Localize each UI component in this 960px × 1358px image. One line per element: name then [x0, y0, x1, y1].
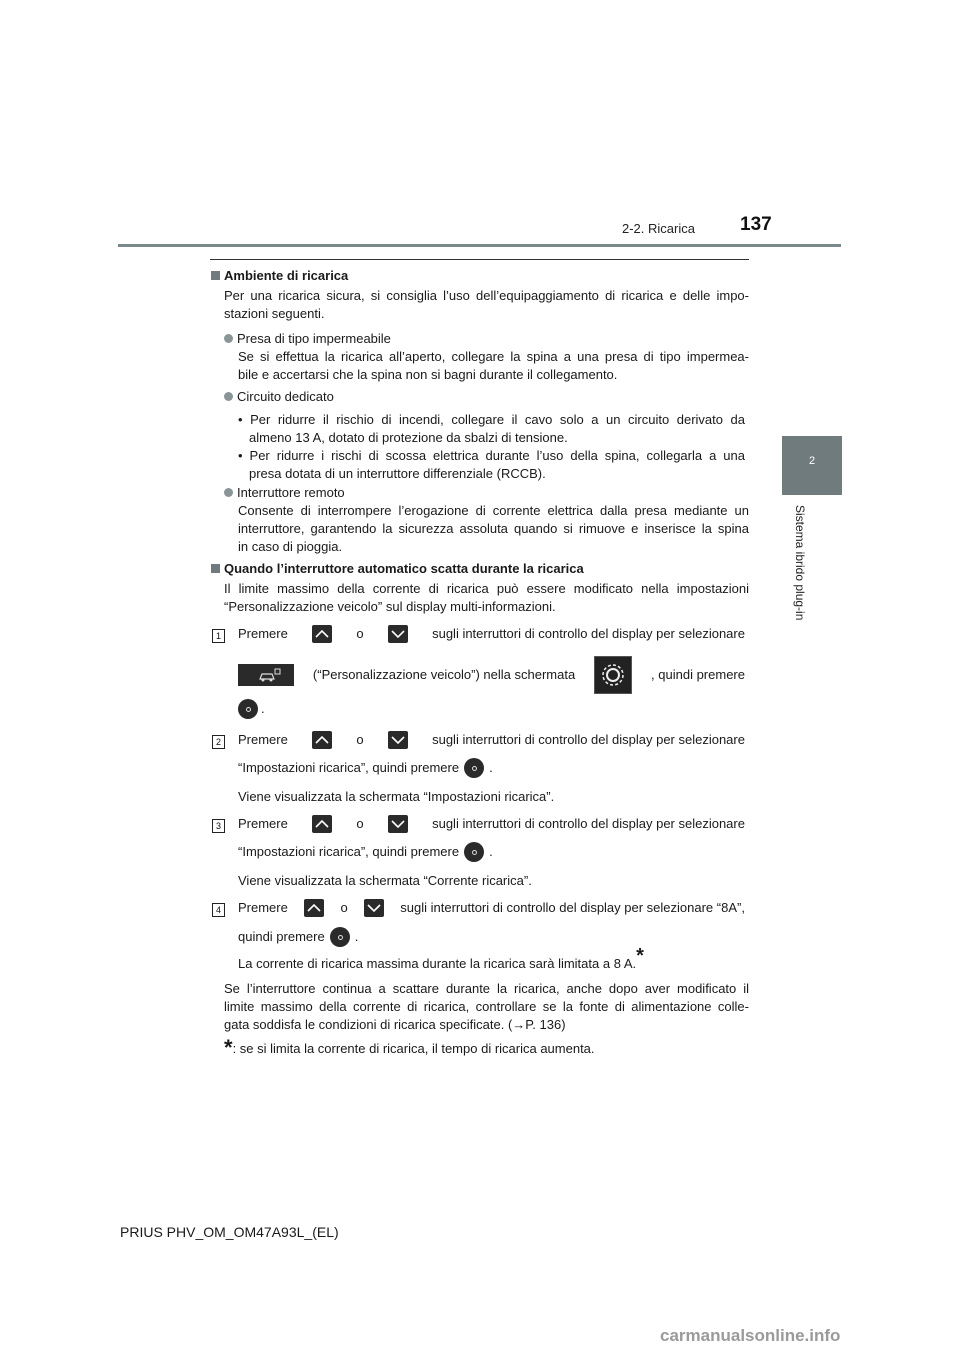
step-number-1: 1 — [212, 629, 225, 643]
ok-button-icon — [464, 842, 484, 862]
ok-button-icon — [464, 758, 484, 778]
step-4-result: La corrente di ricarica massima durante la ricarica sarà limitata a 8 A.* — [238, 945, 644, 971]
ambiente-intro-2: stazioni seguenti. — [224, 306, 325, 321]
remoto-line-1: Consente di interrompere l’erogazione di corrente elettrica dalla presa mediante un — [238, 503, 749, 518]
up-arrow-icon — [312, 625, 332, 643]
chapter-number: 2 — [808, 455, 816, 467]
down-arrow-icon — [388, 731, 408, 749]
ok-button-icon — [330, 927, 350, 947]
down-arrow-icon — [388, 625, 408, 643]
up-arrow-icon — [304, 899, 324, 917]
step-1-line-1: Premere o sugli interruttori di controllo del display per selezionare — [238, 626, 745, 641]
step-number-4: 4 — [212, 903, 225, 917]
interruttore-intro-2: “Personalizzazione veicolo” sul display multi-informazioni. — [224, 599, 556, 614]
bullet-interruttore-remoto: Interruttore remoto — [224, 484, 345, 502]
bullet-presa: Presa di tipo impermeabile — [224, 330, 391, 348]
presa-line-1: Se si effettua la ricarica all’aperto, collegare la spina a una presa di tipo impermea- — [238, 349, 749, 364]
round-bullet-icon — [224, 488, 233, 497]
bullet-circuito: Circuito dedicato — [224, 388, 334, 406]
settings-screen-icon — [594, 656, 632, 694]
step-4-line-2: quindi premere . — [238, 927, 358, 947]
step-2-line-2: “Impostazioni ricarica”, quindi premere . — [238, 758, 493, 778]
circuito-sub-2-line-2: presa dotata di un interruttore differenziale (RCCB). — [249, 466, 546, 481]
heading-interruttore: Quando l’interruttore automatico scatta durante la ricarica — [211, 560, 584, 578]
header-rule — [118, 244, 841, 247]
up-arrow-icon — [312, 731, 332, 749]
after-line-1: Se l’interruttore continua a scattare durante la ricarica, anche dopo aver modificato il — [224, 981, 749, 996]
circuito-sub-1-line-2: almeno 13 A, dotato di protezione da sbalzi di tensione. — [249, 430, 568, 445]
step-2-result: Viene visualizzata la schermata “Impostazioni ricarica”. — [238, 789, 555, 804]
step-2-line-1: Premere o sugli interruttori di controllo del display per selezionare — [238, 732, 745, 747]
chapter-tab — [782, 436, 842, 495]
square-bullet-icon — [211, 271, 220, 280]
content-rule — [210, 259, 749, 260]
circuito-sub-1-line-1: • Per ridurre il rischio di incendi, collegare il cavo solo a un circuito derivato da — [238, 412, 745, 427]
document-code: PRIUS PHV_OM_OM47A93L_(EL) — [120, 1224, 339, 1240]
square-bullet-icon — [211, 564, 220, 573]
presa-line-2: bile e accertarsi che la spina non si bagni durante il collegamento. — [238, 367, 618, 382]
after-line-2: limite massimo della corrente di ricarica, controllare se la fonte di alimentazione colle- — [224, 999, 749, 1014]
down-arrow-icon — [364, 899, 384, 917]
step-1-line-3: . — [238, 699, 265, 719]
step-3-line-2: “Impostazioni ricarica”, quindi premere . — [238, 842, 493, 862]
heading-ambiente: Ambiente di ricarica — [211, 267, 348, 285]
ambiente-intro-1: Per una ricarica sicura, si consiglia l’uso dell’equipaggiamento di ricarica e delle impo- — [224, 288, 749, 303]
chapter-title: Sistema ibrido plug-in — [793, 505, 807, 621]
vehicle-settings-icon — [238, 664, 294, 686]
watermark-link[interactable]: carmanualsonline.info — [660, 1326, 841, 1345]
step-number-3: 3 — [212, 819, 225, 833]
circuito-sub-2-line-1: • Per ridurre i rischi di scossa elettrica durante l’uso della spina, collegarla a una — [238, 448, 745, 463]
round-bullet-icon — [224, 392, 233, 401]
step-3-line-1: Premere o sugli interruttori di controllo del display per selezionare — [238, 816, 745, 831]
step-4-line-1: Premere o sugli interruttori di controllo del display per selezionare “8A”, — [238, 900, 745, 915]
step-1-line-2: (“Personalizzazione veicolo”) nella schermata , quindi premere — [238, 656, 745, 694]
after-line-3: gata soddisfa le condizioni di ricarica specificate. (→P. 136) — [224, 1017, 566, 1032]
interruttore-intro-1: Il limite massimo della corrente di ricarica può essere modificato nella impostazioni — [224, 581, 749, 596]
down-arrow-icon — [388, 815, 408, 833]
page-number: 137 — [740, 214, 772, 235]
footnote: *: se si limita la corrente di ricarica, il tempo di ricarica aumenta. — [224, 1035, 595, 1060]
step-number-2: 2 — [212, 735, 225, 749]
step-3-result: Viene visualizzata la schermata “Corrente ricarica”. — [238, 873, 532, 888]
round-bullet-icon — [224, 334, 233, 343]
ok-button-icon — [238, 699, 258, 719]
section-title: 2-2. Ricarica — [622, 221, 695, 236]
remoto-line-3: in caso di pioggia. — [238, 539, 343, 554]
remoto-line-2: interruttore, garantendo la sicurezza assoluta quando si rimuove e inserisce la spina — [238, 521, 749, 536]
up-arrow-icon — [312, 815, 332, 833]
